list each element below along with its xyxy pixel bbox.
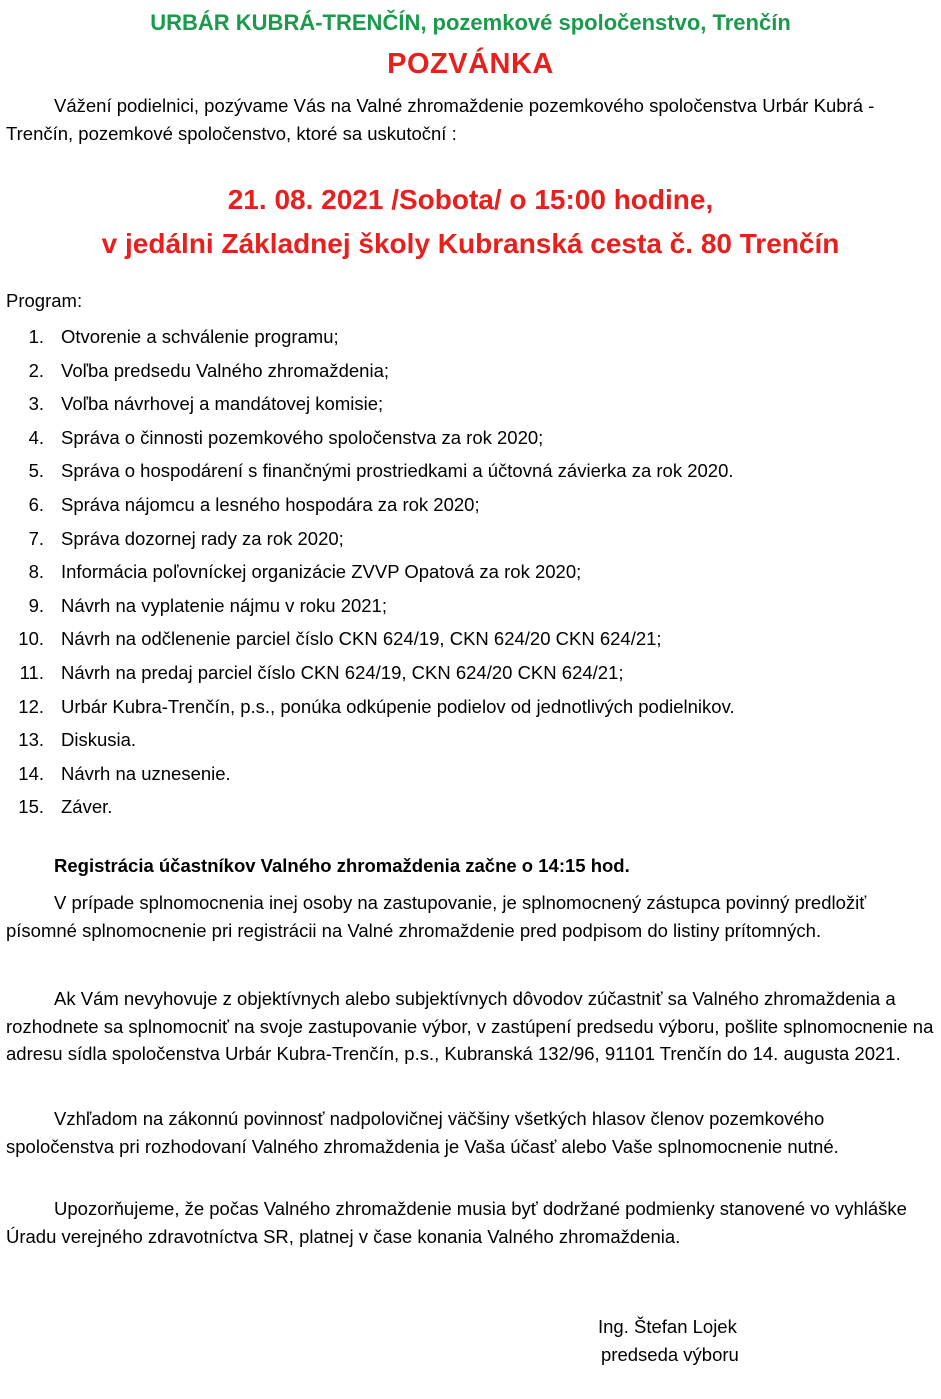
program-item xyxy=(0,589,935,623)
program-item xyxy=(0,555,935,589)
program-item-text: Správa nájomcu a lesného hospodára za rok 2020; xyxy=(61,493,480,515)
program-item-text: Správa o činnosti pozemkového spoločenstva za rok 2020; xyxy=(61,426,544,448)
program-item-number: 5. xyxy=(28,460,44,482)
program-item-text: Správa dozornej rady za rok 2020; xyxy=(61,527,344,549)
program-item-number: 15. xyxy=(18,796,44,818)
program-item xyxy=(0,522,935,556)
program-item-number: 2. xyxy=(28,359,44,381)
program-item-text: Návrh na uznesenie. xyxy=(61,762,231,784)
program-list xyxy=(0,320,935,824)
program-item-text: Diskusia. xyxy=(61,729,137,751)
registration-notice: Registrácia účastníkov Valného zhromaždenia začne o 14:15 hod. xyxy=(54,855,630,876)
intro-paragraph: Vážení podielnici, pozývame Vás na Valné zhromaždenie pozemkového spoločenstva Urbár Kubrá - Trenčín, pozemkové spoločenstvo, ktoré sa uskutoční : xyxy=(6,95,875,144)
program-item-text: Urbár Kubra-Trenčín, p.s., ponúka odkúpenie podielov od jednotlivých podielnikov. xyxy=(61,695,735,717)
program-item-text: Návrh na vyplatenie nájmu v roku 2021; xyxy=(61,594,387,616)
program-item-text: Záver. xyxy=(61,796,113,818)
program-item xyxy=(0,690,935,724)
program-item xyxy=(0,723,935,757)
program-item xyxy=(0,488,935,522)
proxy-paragraph: V prípade splnomocnenia inej osoby na zastupovanie, je splnomocnený zástupca povinný predložiť písomné splnomocnenie pri registrácii na Valné zhromaždenie pred podpisom do listiny prítomných. xyxy=(6,892,867,941)
program-item-text: Informácia poľovníckej organizácie ZVVP Opatová za rok 2020; xyxy=(61,561,582,583)
program-label: Program: xyxy=(6,290,83,311)
program-item-number: 10. xyxy=(18,628,44,650)
event-location: v jedálni Základnej školy Kubranská cesta č. 80 Trenčín xyxy=(101,228,840,259)
program-item xyxy=(0,656,935,690)
signatory-role: predseda výboru xyxy=(601,1344,739,1365)
program-item-text: Návrh na odčlenenie parciel číslo CKN 624/19, CKN 624/20 CKN 624/21; xyxy=(61,628,662,650)
program-item xyxy=(0,320,935,354)
program-item xyxy=(0,454,935,488)
program-item-number: 4. xyxy=(28,426,44,448)
program-item-number: 3. xyxy=(28,393,44,415)
program-item-number: 1. xyxy=(28,326,44,347)
program-item-text: Voľba predsedu Valného zhromaždenia; xyxy=(61,359,390,381)
program-item-number: 8. xyxy=(28,561,44,583)
program-item xyxy=(0,354,935,388)
quorum-paragraph: Vzhľadom na zákonnú povinnosť nadpolovičnej väčšiny všetkých hlasov členov pozemkového spoločenstva pri rozhodovaní Valného zhromaždenia je Vaša účasť alebo Vaše splnomocnenie nutné. xyxy=(6,1108,839,1157)
event-datetime: 21. 08. 2021 /Sobota/ o 15:00 hodine, xyxy=(227,184,714,215)
authorization-paragraph: Ak Vám nevyhovuje z objektívnych alebo subjektívnych dôvodov zúčastniť sa Valného zhromaždenia a rozhodnete sa splnomocniť na svoje zastupovanie výbor, v zastúpení predsedu výboru, pošlite splnomocnenie na adresu sídla spoločenstva Urbár Kubra-Trenčín, p.s., Kubranská 132/96, 91101 Trenčín do 14. augusta 2021. xyxy=(6,988,934,1064)
program-item xyxy=(0,387,935,421)
program-item-text: Otvorenie a schválenie programu; xyxy=(61,326,339,347)
program-item-number: 14. xyxy=(18,762,44,784)
program-item-number: 6. xyxy=(28,493,44,515)
program-item-number: 7. xyxy=(28,527,44,549)
program-item xyxy=(0,790,935,824)
signature-block xyxy=(598,1313,739,1369)
page-title: POZVÁNKA xyxy=(387,48,554,80)
event-details xyxy=(0,178,941,266)
program-item xyxy=(0,757,935,791)
health-notice-paragraph: Upozorňujeme, že počas Valného zhromaždenie musia byť dodržané podmienky stanovené vo vyhláške Úradu verejného zdravotníctva SR, platnej v čase konania Valného zhromaždenia. xyxy=(6,1198,907,1247)
program-item-number: 12. xyxy=(18,695,44,717)
signatory-name: Ing. Štefan Lojek xyxy=(598,1316,737,1337)
program-item-text: Návrh na predaj parciel číslo CKN 624/19, CKN 624/20 CKN 624/21; xyxy=(61,661,624,683)
program-item-text: Správa o hospodárení s finančnými prostriedkami a účtovná závierka za rok 2020. xyxy=(61,460,734,482)
program-item-number: 11. xyxy=(19,661,44,683)
program-item-text: Voľba návrhovej a mandátovej komisie; xyxy=(61,393,384,415)
program-item xyxy=(0,622,935,656)
program-item xyxy=(0,421,935,455)
program-item-number: 13. xyxy=(18,729,44,751)
program-item-number: 9. xyxy=(28,594,44,616)
organization-heading: URBÁR KUBRÁ-TRENČÍN, pozemkové spoločenstvo, Trenčín xyxy=(150,10,791,35)
